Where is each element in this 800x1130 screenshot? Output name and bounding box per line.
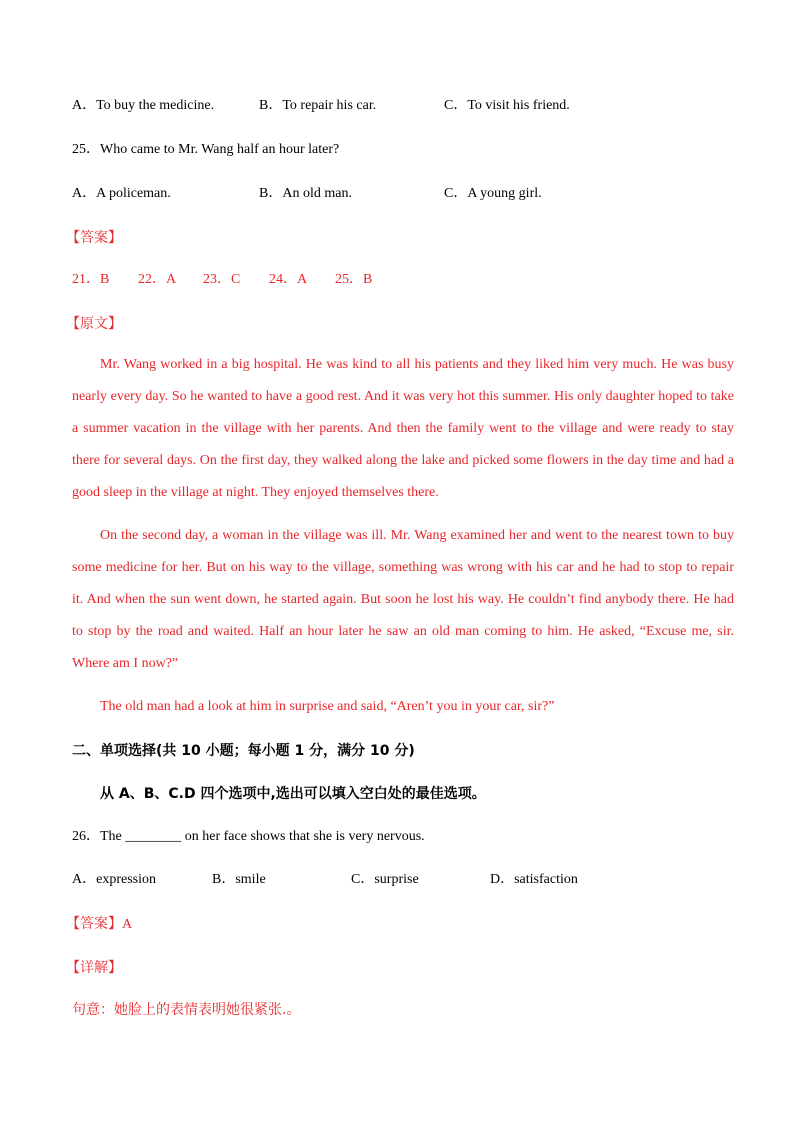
- q26-option-d: D．satisfaction: [490, 872, 578, 887]
- q25-option-c: C．A young girl.: [444, 186, 542, 201]
- transcript-header: 【原文】: [66, 316, 122, 332]
- answer-21: 21．B: [72, 272, 110, 287]
- transcript-paragraph-1: [72, 349, 734, 509]
- q25-option-b: B．An old man.: [259, 186, 352, 201]
- answer-23: 23．C: [203, 272, 241, 287]
- q24-options: [72, 97, 732, 115]
- transcript-paragraph-1-text: Mr. Wang worked in a big hospital. He was kind to all his patients and they liked him very much. He was busy nearly every day. So he wanted to have a good rest. And it was very hot this summer. His only daughter hoped to take a summer vacation in the village with her parents. And then the family went to the village and were ready to stay there for several days. On the first day, they walked along the lake and picked some flowers in the day time and had a good sleep in the village at night. They enjoyed themselves there.: [72, 357, 734, 500]
- transcript-paragraph-3: [72, 691, 734, 723]
- q26-option-a: A．expression: [72, 872, 156, 887]
- q26-answer-label: 【答案】: [66, 916, 122, 932]
- transcript-paragraph-2-text: On the second day, a woman in the village was ill. Mr. Wang examined her and went to the nearest town to buy some medicine for her. But on his way to the village, something was wrong with his car and he had to stop to repair it. And when the sun went down, he started again. But soon he lost his way. He couldn’t find anybody there. He had to stop by the road and waited. Half an hour later he saw an old man coming to him. He asked, “Excuse me, sir. Where am I now?”: [72, 528, 734, 671]
- q26-options: [72, 871, 732, 889]
- q24-option-b: B．To repair his car.: [259, 98, 377, 113]
- q26-answer: [66, 915, 132, 934]
- q26-question: 26．The ________ on her face shows that she is very nervous.: [72, 829, 425, 844]
- q26-option-c: C．surprise: [351, 872, 419, 887]
- q25-question: 25．Who came to Mr. Wang half an hour later?: [72, 142, 340, 157]
- section-2-instruction: 从 A、B、C.D 四个选项中,选出可以填入空白处的最佳选项。: [100, 786, 486, 802]
- q24-option-a: A．To buy the medicine.: [72, 98, 215, 113]
- transcript-paragraph-3-text: The old man had a look at him in surprise and said, “Aren’t you in your car, sir?”: [100, 699, 555, 714]
- q25-option-a: A．A policeman.: [72, 186, 171, 201]
- answer-25: 25．B: [335, 272, 373, 287]
- answers-row: [72, 271, 472, 289]
- answer-24: 24．A: [269, 272, 308, 287]
- q26-detail-header: 【详解】: [66, 960, 122, 976]
- answer-header: 【答案】: [66, 230, 122, 246]
- answer-22: 22．A: [138, 272, 177, 287]
- section-2-title: 二、单项选择(共 10 小题；每小题 1 分，满分 10 分): [72, 743, 415, 759]
- q25-options: [72, 185, 732, 203]
- q24-option-c: C．To visit his friend.: [444, 98, 570, 113]
- transcript-paragraph-2: [72, 520, 734, 680]
- q26-explanation: 句意：她脸上的表情表明她很紧张.。: [72, 1002, 301, 1018]
- q26-answer-value: A: [122, 917, 133, 932]
- q26-option-b: B．smile: [212, 872, 266, 887]
